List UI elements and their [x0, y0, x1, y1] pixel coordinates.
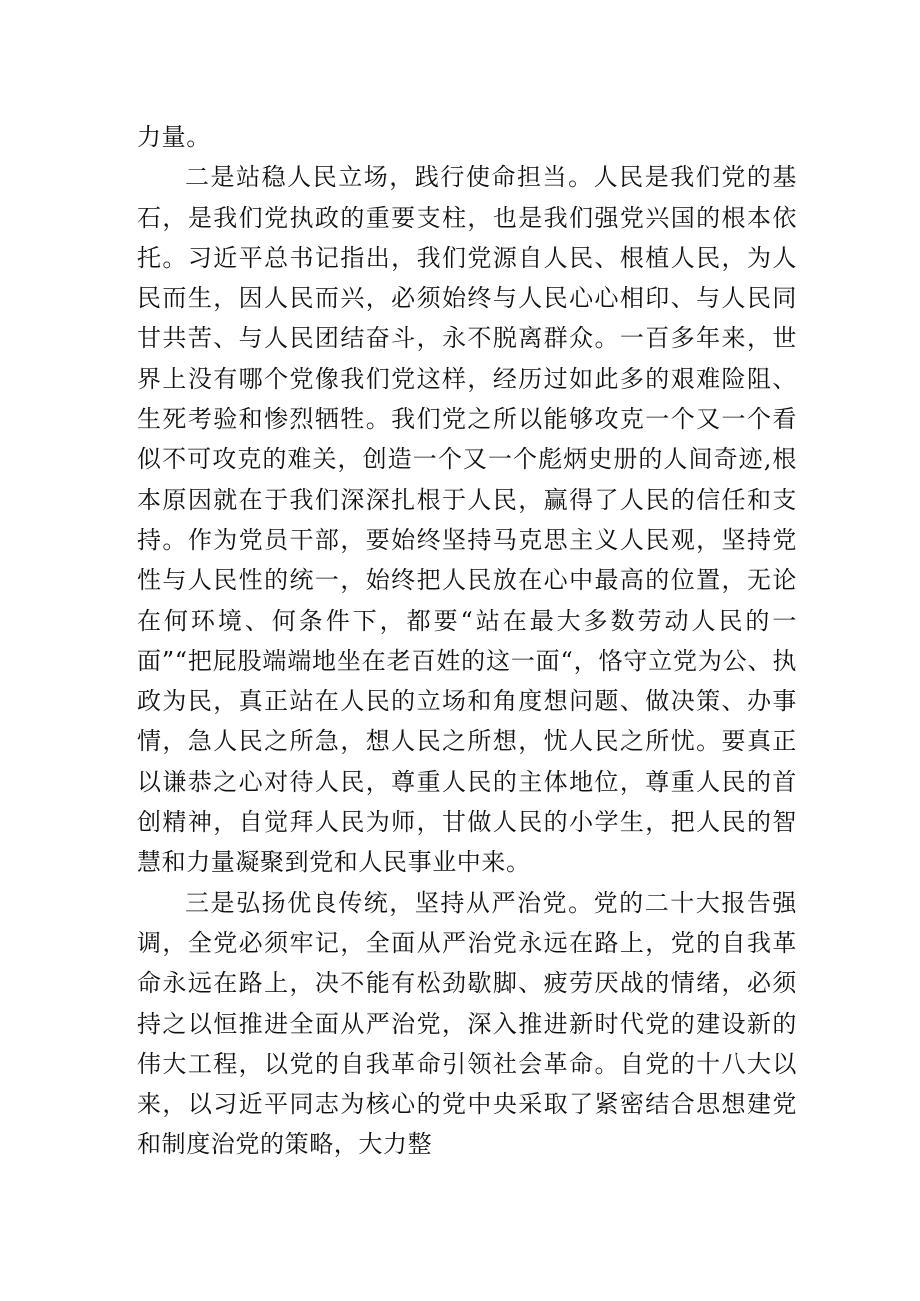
paragraph-strict-governance: 三是弘扬优良传统，坚持从严治党。党的二十大报告强调，全党必须牢记，全面从严治党永远在路上，党的自我革命永远在路上，决不能有松劲歇脚、疲劳厌战的情绪，必须持之以恒推进全面从严治党，深入推进新时代党的建设新的伟大工程，以党的自我革命引领社会革命。自党的十八大以来，以习近平同志为核心的党中央采取了紧密结合思想建党和制度治党的策略，大力整 — [137, 888, 797, 1159]
paragraph-people-stance: 二是站稳人民立场，践行使命担当。人民是我们党的基石，是我们党执政的重要支柱，也是我们强党兴国的根本依托。习近平总书记指出，我们党源自人民、根植人民，为人民而生，因人民而兴，必须始终与人民心心相印、与人民同甘共苦、与人民团结奋斗，永不脱离群众。一百多年来，世界上没有哪个党像我们党这样，经历过如此多的艰难险阻、生死考验和惨烈牺牲。我们党之所以能够攻克一个又一个看似不可攻克的难关，创造一个又一个彪炳史册的人间奇迹,根本原因就在于我们深深扎根于人民，赢得了人民的信任和支持。作为党员干部，要始终坚持马克思主义人民观，坚持党性与人民性的统一，始终把人民放在心中最高的位置，无论在何环境、何条件下，都要“站在最大多数劳动人民的一面”“把屁股端端地坐在老百姓的这一面“，恪守立党为公、执政为民，真正站在人民的立场和角度想问题、做决策、办事情，急人民之所急，想人民之所想，忧人民之所忧。要真正以谦恭之心对待人民，尊重人民的主体地位，尊重人民的首创精神，自觉拜人民为师，甘做人民的小学生，把人民的智慧和力量凝聚到党和人民事业中来。 — [137, 163, 797, 877]
paragraph-continuation: 力量。 — [137, 123, 211, 151]
document-body — [137, 117, 797, 1165]
